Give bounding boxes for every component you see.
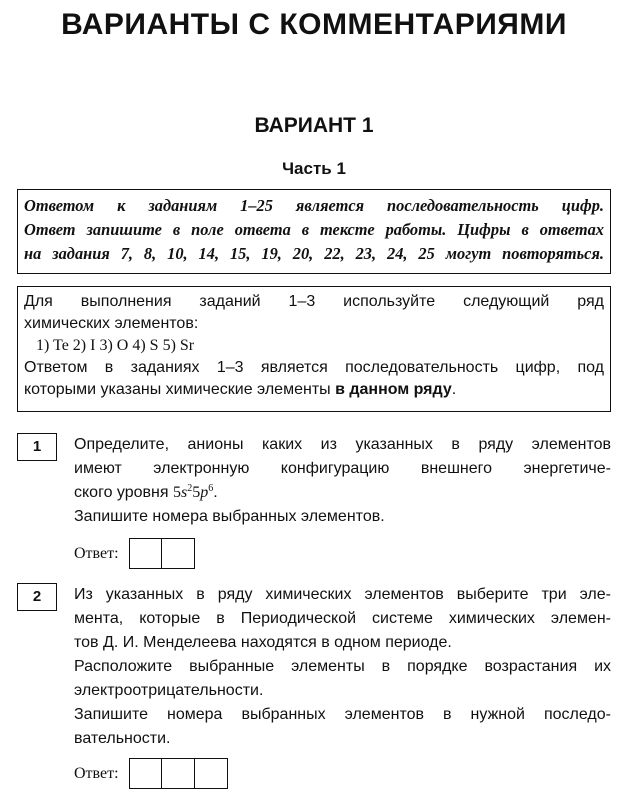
task-number-1: 1: [17, 433, 57, 461]
element-item: 3) O: [99, 337, 129, 354]
formula-suffix: .: [213, 484, 218, 501]
element-item: 1) Te: [36, 337, 69, 354]
element-row-outro: [24, 379, 604, 401]
answer-cell[interactable]: [129, 538, 163, 569]
answer-cell[interactable]: [161, 758, 195, 789]
instructions-line: на задания 7, 8, 10, 14, 15, 19, 20, 22, 23, 24, 25 могут повторяться.: [24, 244, 604, 263]
formula-part: 2: [187, 483, 193, 494]
element-item: 2) I: [72, 337, 96, 354]
electron-config-formula: [173, 484, 213, 501]
element-row-intro: Для выполнения заданий 1–3 используйте следующий ряд: [24, 293, 604, 310]
answer-cell[interactable]: [129, 758, 163, 789]
element-list: [24, 335, 604, 357]
outro-text: которыми указаны химические элементы: [24, 381, 336, 398]
answer-label: Ответ:: [74, 764, 119, 782]
task-1-text: [74, 433, 611, 529]
task-2-text: [74, 583, 611, 751]
task-line: Запишите номера выбранных элементов в нужной последо-: [74, 706, 611, 723]
task-number-2: 2: [17, 583, 57, 611]
main-title: ВАРИАНТЫ С КОММЕНТАРИЯМИ: [61, 8, 567, 41]
part-title: Часть 1: [282, 159, 346, 178]
outro-end: .: [451, 381, 457, 398]
task-line: [74, 481, 611, 505]
outro-bold-text: в данном ряду: [335, 381, 452, 398]
answer-label: Ответ:: [74, 544, 119, 562]
task-line: имеют электронную конфигурацию внешнего энергетиче-: [74, 460, 611, 477]
answer-cells[interactable]: [129, 538, 194, 569]
task-line: тов Д. И. Менделеева находятся в одном периоде.: [74, 634, 452, 651]
task-line: электроотрицательности.: [74, 682, 264, 699]
answer-cells[interactable]: [129, 758, 227, 789]
task-line: Запишите номера выбранных элементов.: [74, 508, 385, 525]
formula-part: 6: [208, 483, 214, 494]
instructions-box: [17, 189, 611, 274]
element-item: 4) S: [132, 337, 159, 354]
task-line: Расположите выбранные элементы в порядке возрастания их: [74, 658, 611, 675]
task-1-answer: [74, 538, 194, 569]
instructions-line: Ответом к заданиям 1–25 является последовательность цифр.: [24, 196, 604, 215]
element-item: 5) Sr: [162, 337, 195, 354]
formula-prefix: ского уровня: [74, 484, 173, 501]
task-line: вательности.: [74, 730, 171, 747]
variant-title: ВАРИАНТ 1: [254, 114, 374, 137]
task-line: Из указанных в ряду химических элементов выберите три эле-: [74, 586, 611, 603]
formula-part: p: [200, 484, 209, 501]
instructions-line: Ответ запишите в поле ответа в тексте работы. Цифры в ответах: [24, 220, 604, 239]
task-2-answer: [74, 758, 226, 789]
formula-part: 5: [172, 484, 181, 501]
answer-cell[interactable]: [194, 758, 228, 789]
answer-cell[interactable]: [161, 538, 195, 569]
formula-part: 5: [192, 484, 201, 501]
element-row-box: [17, 286, 611, 412]
formula-part: s: [180, 484, 188, 501]
element-row-intro: химических элементов:: [24, 315, 199, 332]
element-row-outro: Ответом в заданиях 1–3 является последовательность цифр, под: [24, 359, 604, 376]
task-line: мента, которые в Периодической системе химических элемен-: [74, 610, 611, 627]
task-line: Определите, анионы каких из указанных в ряду элементов: [74, 436, 611, 453]
